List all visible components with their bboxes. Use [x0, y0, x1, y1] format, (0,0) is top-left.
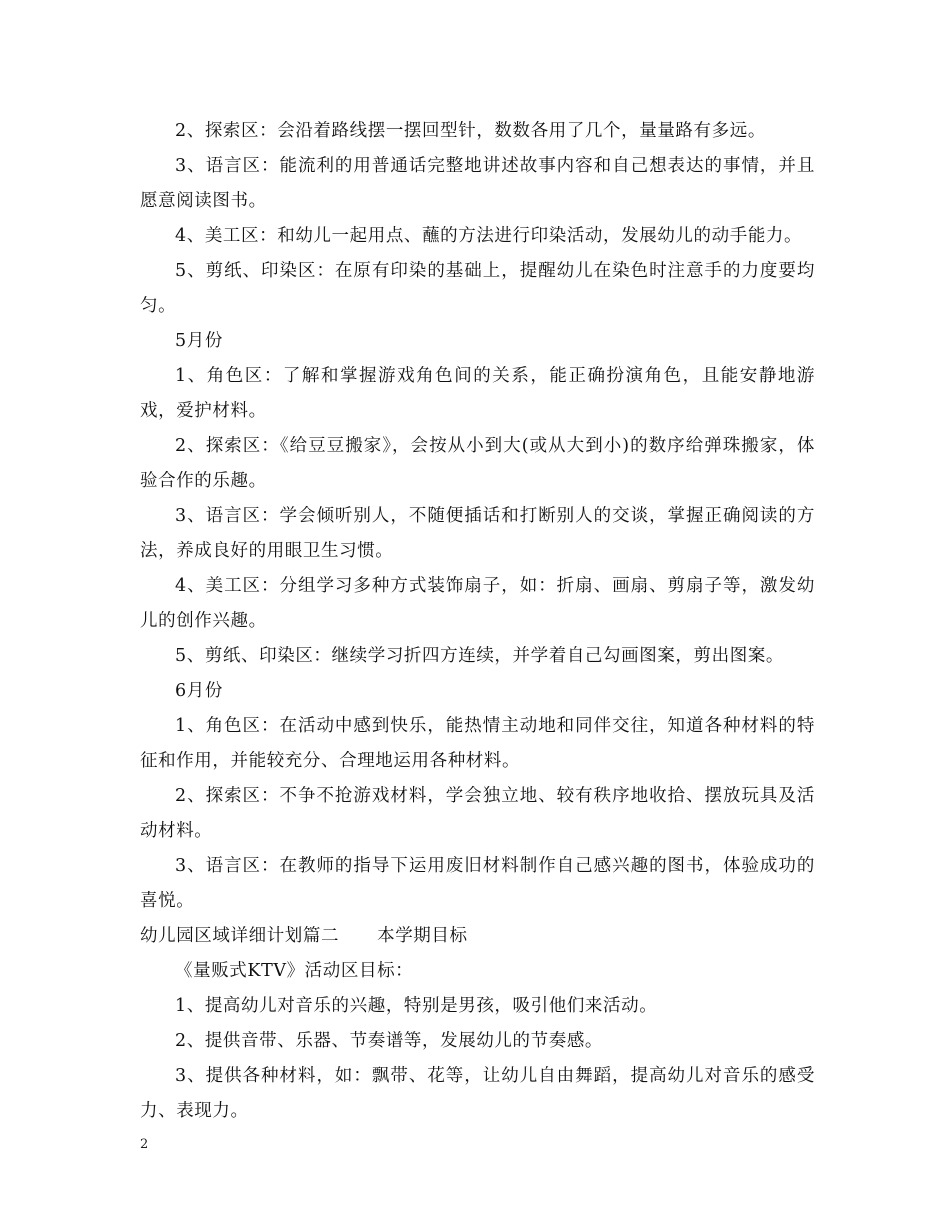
- activity-area-title: 《量贩式KTV》活动区目标：: [175, 961, 414, 981]
- month-heading: 6月份: [175, 681, 223, 701]
- paragraph: 3、提供各种材料，如：飘带、花等，让幼儿自由舞蹈，提高幼儿对音乐的感受力、表现力。: [140, 1066, 815, 1121]
- paragraph: 1、提高幼儿对音乐的兴趣，特别是男孩，吸引他们来活动。: [175, 996, 658, 1016]
- month-heading: 5月份: [175, 331, 223, 351]
- paragraph: 3、语言区：能流利的用普通话完整地讲述故事内容和自己想表达的事情，并且愿意阅读图书。: [140, 156, 815, 211]
- paragraph: 2、探索区：不争不抢游戏材料，学会独立地、较有秩序地收拾、摆放玩具及活动材料。: [140, 786, 815, 841]
- paragraph: 5、剪纸、印染区：继续学习折四方连续，并学着自己勾画图案，剪出图案。: [175, 646, 785, 666]
- paragraph: 3、语言区：学会倾听别人，不随便插话和打断别人的交谈，掌握正确阅读的方法，养成良好的用眼卫生习惯。: [140, 506, 815, 561]
- paragraph: 1、角色区：在活动中感到快乐，能热情主动地和同伴交往，知道各种材料的特征和作用，并能较充分、合理地运用各种材料。: [140, 716, 815, 771]
- section-subtitle: 本学期目标: [377, 926, 468, 946]
- paragraph: 5、剪纸、印染区：在原有印染的基础上，提醒幼儿在染色时注意手的力度要均匀。: [140, 261, 815, 316]
- document-body: [140, 114, 815, 1129]
- page-number: 2: [140, 1137, 149, 1152]
- section-title: 幼儿园区域详细计划篇二: [140, 926, 340, 946]
- paragraph: 1、角色区：了解和掌握游戏角色间的关系，能正确扮演角色，且能安静地游戏，爱护材料。: [140, 366, 815, 421]
- paragraph: 4、美工区：和幼儿一起用点、蘸的方法进行印染活动，发展幼儿的动手能力。: [175, 226, 803, 246]
- section-heading: [140, 919, 815, 954]
- paragraph: 4、美工区：分组学习多种方式装饰扇子，如：折扇、画扇、剪扇子等，激发幼儿的创作兴趣。: [140, 576, 815, 631]
- paragraph: 2、探索区：《给豆豆搬家》，会按从小到大(或从大到小)的数序给弹珠搬家，体验合作的乐趣。: [140, 436, 815, 491]
- paragraph: 2、提供音带、乐器、节奏谱等，发展幼儿的节奏感。: [175, 1031, 604, 1051]
- paragraph: 2、探索区：会沿着路线摆一摆回型针，数数各用了几个，量量路有多远。: [175, 121, 766, 141]
- paragraph: 3、语言区：在教师的指导下运用废旧材料制作自己感兴趣的图书，体验成功的喜悦。: [140, 856, 815, 911]
